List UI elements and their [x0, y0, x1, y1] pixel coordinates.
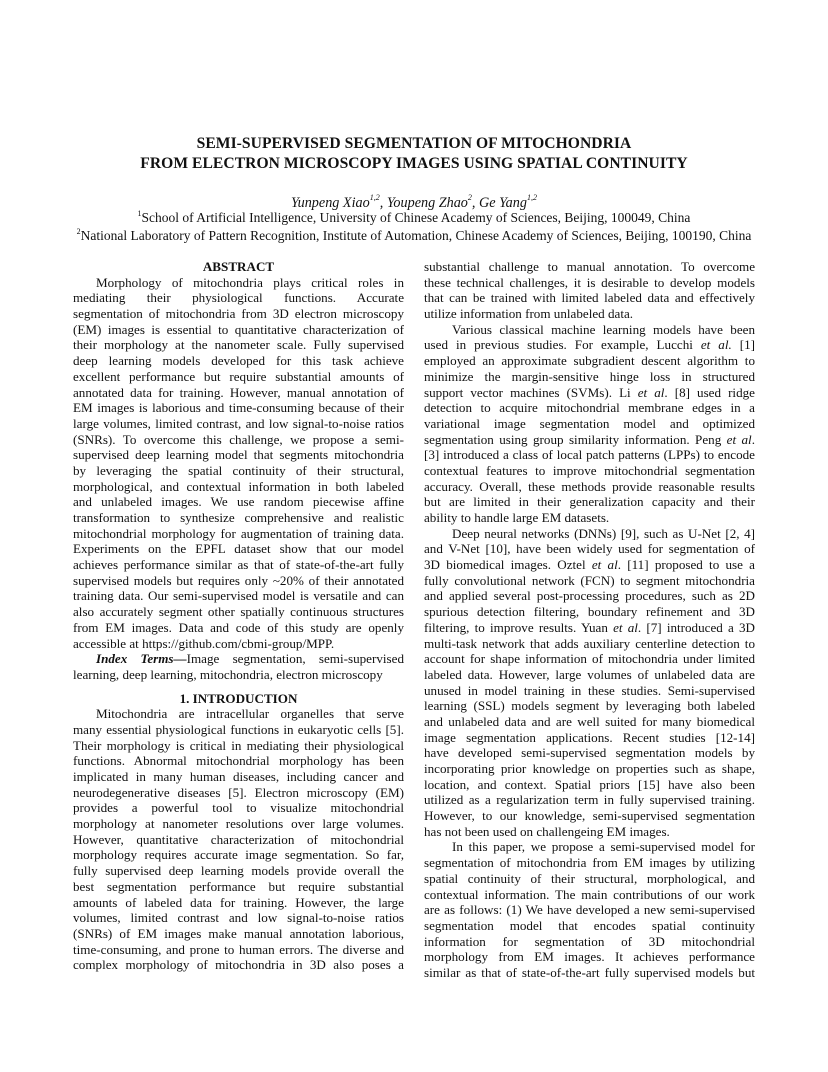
- body-text-line: morphology from EM images. It achieves performance: [424, 949, 755, 965]
- body-text-line: (EM) images is essential to quantitative characterization of: [73, 321, 404, 337]
- body-text-line: mitochondrial morphology for augmentation of training data.: [73, 525, 404, 541]
- body-text-line: provides a powerful tool to visualize mitochondrial: [73, 800, 404, 816]
- body-text-line: utilize information from unlabeled data.: [424, 306, 634, 322]
- body-text-line: Morphology of mitochondria plays critical roles in: [96, 274, 404, 290]
- body-text-line: spatial continuity of their structural, morphological, and: [424, 870, 755, 886]
- body-text-line: information for segmentation of 3D mitochondrial: [424, 933, 755, 949]
- right-column: [424, 259, 755, 981]
- index-terms-line: learning, deep learning, mitochondria, electron microscopy: [73, 666, 383, 682]
- body-text-line: employed an approximate subgradient descent algorithm to: [424, 353, 755, 369]
- body-text-line: functions. Abnormal mitochondrial morphology has been: [73, 753, 404, 769]
- body-text-line: contextual information. The main contributions of our work: [424, 886, 755, 902]
- body-text-line: complex morphology of mitochondria in 3D also poses a: [73, 957, 404, 973]
- body-text-line: In this paper, we propose a semi-supervised model for: [452, 839, 755, 855]
- body-text-line: transformation to synthesize comprehensive and realistic: [73, 510, 404, 525]
- body-text-line: Their morphology is critical in mediating their physiological: [73, 737, 404, 753]
- body-text-line: support vector machines (SVMs). Li et al. [8] used ridge: [424, 384, 755, 400]
- left-column: [73, 259, 404, 973]
- section-gap: [73, 683, 404, 691]
- body-text-line: labeled data. However, large volumes of unlabeled data are: [424, 666, 755, 682]
- body-text-line: large volumes, limited contrast, and low signal-to-noise ratios: [73, 415, 404, 431]
- body-text-line: time-consuming, and prone to human errors. The diverse and: [73, 941, 404, 957]
- author-affiliation-mark: 1,2: [526, 193, 537, 203]
- body-text-line: deep learning models developed for this task achieve: [73, 353, 404, 369]
- body-text-line: detection to acquire mitochondrial membrane edges in a: [424, 400, 755, 416]
- body-text-line: and V-Net [10], have been widely used for segmentation of: [424, 541, 755, 557]
- body-text-line: Experiments on the EPFL dataset show that our model: [73, 541, 404, 557]
- affiliation-text: School of Artificial Intelligence, University of Chinese Academy of Sciences, Beijing, 100049, China: [141, 210, 691, 225]
- body-text-line: also accurately segment other spatially continuous structures: [73, 604, 404, 620]
- body-text-line: supervised models but requires only ~20% of their annotated: [73, 572, 404, 588]
- body-text-line: image segmentation applications. Recent studies [12-14]: [424, 729, 755, 745]
- body-text-line: implicated in many human diseases, including cancer and: [73, 769, 404, 784]
- body-text-line: but are limited in their generalization capacity and their: [424, 494, 755, 510]
- affiliation-mark: 2: [76, 226, 81, 236]
- italic-text: et al: [726, 431, 752, 447]
- body-text-line: variational image segmentation model and optimized: [424, 415, 755, 431]
- body-text-line: and unlabeled data and are well suited for many biomedical: [424, 713, 755, 729]
- body-text-line: segmentation of mitochondria from EM images by utilizing: [424, 855, 755, 871]
- body-text-line: minimize the margin-sensitive hinge loss in structured: [424, 368, 755, 384]
- body-text-line: have developed semi-supervised segmentation models by: [424, 745, 755, 761]
- body-text-line: filtering, to improve results. Yuan et al. [7] introduced a 3D: [424, 619, 755, 635]
- body-text-line: morphology at nanometer resolutions over large volumes.: [73, 816, 404, 832]
- affiliation-1: [0, 210, 828, 226]
- author-name: Ge Yang: [479, 195, 527, 211]
- author-affiliation-mark: 1,2: [369, 193, 380, 203]
- body-text-line: account for shape information of mitochondria under limited: [424, 651, 755, 667]
- italic-text: et al: [613, 619, 638, 635]
- body-text-line: accessible at https://github.com/cbmi-group/MPP.: [73, 635, 335, 651]
- index-terms-label: Index Terms—: [96, 651, 187, 667]
- body-text-line: these technical challenges, it is desirable to develop models: [424, 274, 755, 290]
- body-text-line: (SNRs). To overcome this challenge, we propose a semi-: [73, 431, 404, 447]
- body-text-line: segmentation of mitochondria from 3D electron microscopy: [73, 306, 404, 322]
- italic-text: et al.: [700, 337, 732, 353]
- italic-text: et al: [637, 384, 665, 400]
- body-text-line: achieves performance similar as that of state-of-the-art fully: [73, 557, 404, 573]
- body-text-line: contextual features to improve mitochondrial segmentation: [424, 462, 755, 478]
- index-terms-line: Index Terms—Image segmentation, semi-supervised: [96, 651, 404, 667]
- body-text-line: amounts of labeled data for training. However, the large: [73, 894, 404, 910]
- body-text-line: Mitochondria are intracellular organelles that serve: [96, 706, 404, 722]
- body-text-line: fully convolutional network (FCN) to segment mitochondria: [424, 572, 755, 588]
- author-name: Youpeng Zhao: [386, 195, 468, 211]
- body-text-line: that can be trained with limited labeled data and effectively: [424, 290, 755, 306]
- body-text-line: EM images is laborious and time-consuming because of their: [73, 400, 404, 416]
- body-text-line: fully supervised deep learning models provide overall the: [73, 863, 404, 879]
- author-name: Yunpeng Xiao: [291, 195, 370, 211]
- body-text-line: and unlabeled images. We use random piecewise affine: [73, 494, 404, 510]
- body-text-line: ability to handle large EM datasets.: [424, 510, 610, 525]
- body-text-line: segmentation model that encodes spatial continuity: [424, 917, 755, 933]
- body-text-line: multi-task network that adds auxiliary centerline detection to: [424, 635, 755, 651]
- body-text-line: Deep neural networks (DNNs) [9], such as U-Net [2, 4]: [452, 525, 755, 541]
- body-text-line: best segmentation performance but require substantial: [73, 878, 404, 894]
- body-text-line: many essential physiological functions in eukaryotic cells [5].: [73, 721, 404, 737]
- body-text-line: mediating their physiological functions. Accurate: [73, 290, 404, 306]
- italic-text: et al: [591, 557, 618, 573]
- paper-title-line-2: FROM ELECTRON MICROSCOPY IMAGES USING SPATIAL CONTINUITY: [140, 155, 688, 172]
- body-text-line: utilized as a regularization term in fully supervised training.: [424, 792, 755, 808]
- body-text-line: and applied several post-processing procedures, such as 2D: [424, 588, 755, 604]
- section-heading: ABSTRACT: [202, 259, 275, 274]
- body-text-line: supervised deep learning model that segments mitochondria: [73, 447, 404, 463]
- body-text-line: accuracy. Overall, these methods provide reasonable results: [424, 478, 755, 494]
- body-text-line: neurodegenerative diseases [5]. Electron microscopy (EM): [73, 784, 404, 800]
- body-text-line: (SNRs) of EM images make manual annotation laborious,: [73, 925, 404, 941]
- affiliation-text: National Laboratory of Pattern Recognition, Institute of Automation, Chinese Academy of Sciences, Beijing, 100190, China: [80, 228, 752, 243]
- body-text-line: by leveraging the spatial continuity of their structural,: [73, 462, 404, 478]
- section-heading: 1. INTRODUCTION: [179, 690, 298, 706]
- body-text-line: training data. Our semi-supervised model is versatile and can: [73, 588, 404, 604]
- paper-title-line-1: SEMI-SUPERVISED SEGMENTATION OF MITOCHONDRIA: [196, 135, 632, 152]
- body-text-line: annotated data for training. However, manual annotation of: [73, 384, 404, 400]
- body-text-line: morphology requires accurate image segmentation. So far,: [73, 847, 404, 863]
- body-text-line: similar as that of state-of-the-art fully supervised models but: [424, 964, 755, 980]
- body-text-line: location, and context. Spatial priors [15] have also been: [424, 776, 755, 792]
- affiliation-2: [0, 228, 828, 244]
- body-text-line: substantial challenge to manual annotation. To overcome: [424, 259, 755, 274]
- body-text-line: used in previous studies. For example, Lucchi et al. [1]: [424, 337, 756, 353]
- author-list: Yunpeng Xiao$^{1,2}$, Youpeng Zhao$^2$, Ge Yang$^{1,2}$: [291, 193, 537, 211]
- body-text-line: morphological, and contextual information in both labeled: [73, 478, 404, 494]
- body-text-line: has not been used on challengeing EM images.: [424, 823, 670, 839]
- body-text-line: Various classical machine learning models have been: [452, 321, 755, 337]
- body-text-line: However, to our knowledge, semi-supervised segmentation: [424, 808, 755, 824]
- body-text-line: their morphology at the nanometer scale. Fully supervised: [73, 337, 404, 353]
- body-text-line: unused in model training in these studies. Semi-supervised: [424, 682, 755, 698]
- body-text-line: spurious detection filtering, boundary refinement and 3D: [424, 604, 755, 620]
- affiliation-mark: 1: [137, 208, 142, 218]
- body-text-line: are as follows: (1) We have developed a new semi-supervised: [424, 902, 755, 918]
- body-text-line: 3D biomedical images. Oztel et al. [11] proposed to use a: [424, 557, 755, 573]
- body-text-line: However, quantitative characterization of mitochondrial: [73, 831, 404, 847]
- body-text-line: excellent performance but require substantial amounts of: [73, 368, 404, 384]
- author-affiliation-mark: 2: [467, 193, 472, 203]
- body-text-line: from EM images. Data and code of this study are openly: [73, 619, 404, 635]
- body-text-line: [3] introduced a class of local patch patterns (LPPs) to encode: [424, 447, 755, 463]
- body-text-line: learning (SSL) models segment by leveraging both labeled: [424, 698, 755, 714]
- body-text-line: segmentation using group similarity information. Peng et al.: [424, 431, 755, 447]
- body-text-line: volumes, limited contrast and low signal-to-noise ratios: [73, 910, 404, 926]
- body-text-line: incorporating prior knowledge on properties such as shape,: [424, 761, 755, 776]
